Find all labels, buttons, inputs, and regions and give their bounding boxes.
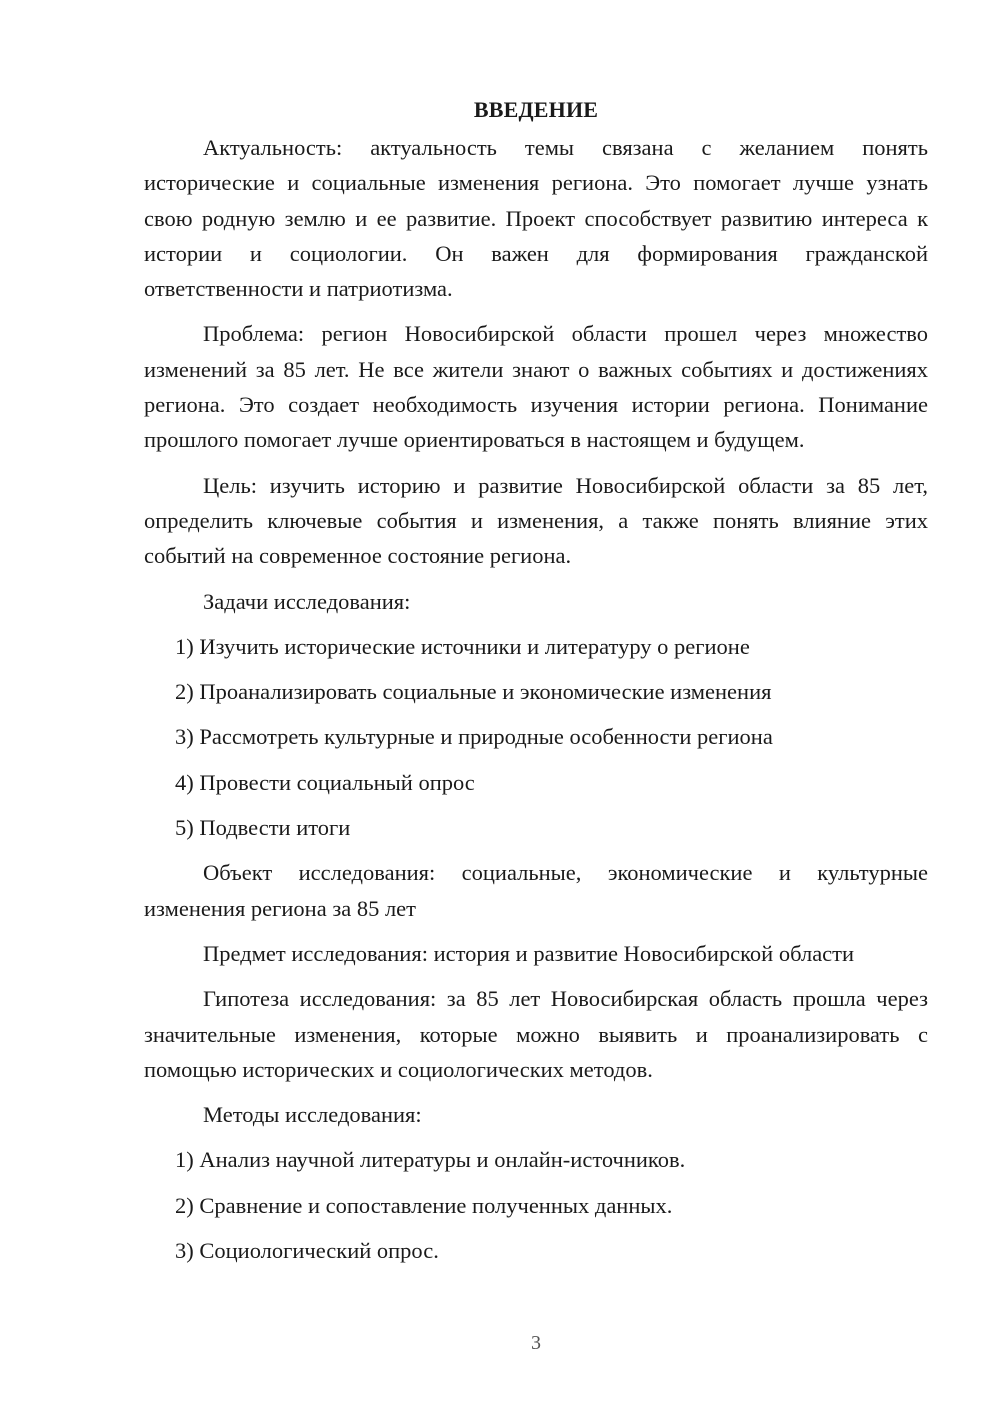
object-paragraph: Объект исследования: социальные, экономические и культурные изменения региона за 85 лет — [144, 860, 928, 921]
list-item: 2) Сравнение и сопоставление полученных данных. — [175, 1192, 673, 1218]
page-number: 3 — [531, 1332, 541, 1354]
section-title: ВВЕДЕНИЕ — [473, 97, 599, 122]
list-item: 3) Рассмотреть культурные и природные особенности региона — [175, 724, 773, 750]
goal-paragraph: Цель: изучить историю и развитие Новосибирской области за 85 лет, определить ключевые события и изменения, а также понять влияние этих событий на современное состояние региона. — [144, 472, 928, 569]
hypothesis-paragraph: Гипотеза исследования: за 85 лет Новосибирская область прошла через значительные изменения, которые можно выявить и проанализировать с помощью исторических и социологических методов. — [144, 986, 928, 1082]
list-item: 1) Анализ научной литературы и онлайн-источников. — [175, 1147, 686, 1173]
tasks-list — [144, 629, 928, 845]
methods-label: Методы исследования: — [203, 1102, 422, 1128]
list-item: 4) Провести социальный опрос — [175, 769, 475, 795]
problem-paragraph: Проблема: регион Новосибирской области прошел через множество изменений за 85 лет. Не все жители знают о важных событиях и достижениях региона. Это создает необходимость изучения истории региона. Понимание прошлого помогает лучше ориентироваться в настоящем и будущем. — [144, 321, 928, 453]
list-item: 3) Социологический опрос. — [175, 1238, 439, 1264]
tasks-label: Задачи исследования: — [203, 588, 411, 614]
methods-list — [144, 1142, 928, 1268]
relevance-paragraph: Актуальность: актуальность темы связана с желанием понять исторические и социальные изменения региона. Это помогает лучше узнать свою родную землю и ее развитие. Проект способствует развитию интереса к истории и социологии. Он важен для формирования гражданской ответственности и патриотизма. — [144, 135, 928, 302]
document-body — [144, 92, 928, 1278]
subject-paragraph: Предмет исследования: история и развитие Новосибирской области — [203, 940, 855, 966]
list-item: 5) Подвести итоги — [175, 815, 351, 841]
list-item: 1) Изучить исторические источники и литературу о регионе — [175, 633, 750, 659]
list-item: 2) Проанализировать социальные и экономические изменения — [175, 679, 772, 705]
